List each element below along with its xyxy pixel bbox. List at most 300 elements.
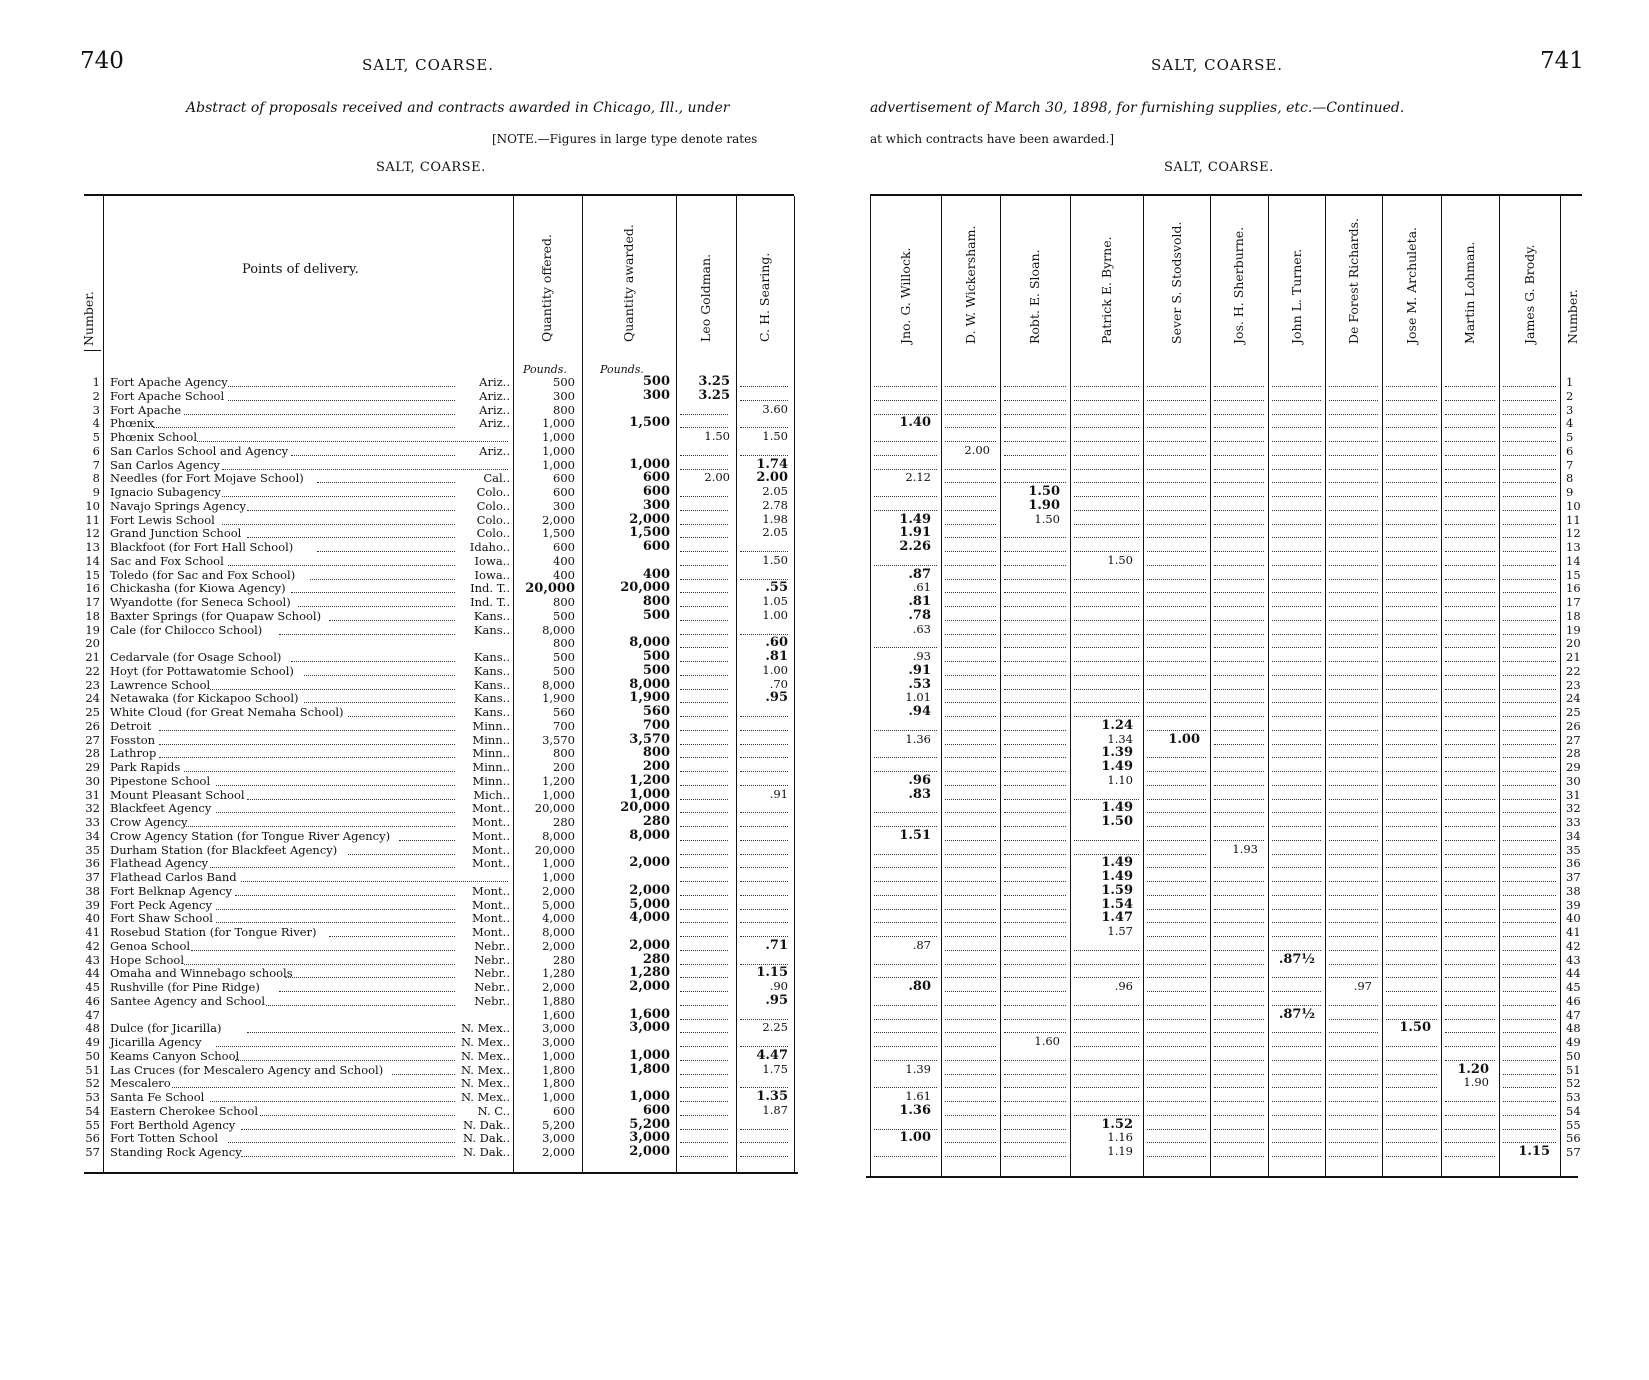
quantity-awarded: 20,000 <box>620 800 670 816</box>
empty-dots <box>1503 1005 1556 1006</box>
point-of-delivery: Jicarilla Agency <box>110 1035 202 1049</box>
bid-value: .87½ <box>1278 1006 1315 1022</box>
empty-dots <box>1386 565 1437 566</box>
bid-ch-searing: .71 <box>765 937 788 953</box>
empty-dots <box>1214 716 1264 717</box>
empty-dots <box>1272 620 1321 621</box>
row-number-right: 12 <box>1566 526 1581 541</box>
bid-value: 1.91 <box>899 525 931 541</box>
empty-dots <box>1272 991 1321 992</box>
empty-dots <box>1272 840 1321 841</box>
state: Kans.. <box>473 691 510 706</box>
state: N. Mex.. <box>460 1062 510 1077</box>
section-title-right: SALT, COARSE. <box>1164 160 1274 175</box>
point-of-delivery: Navajo Springs Agency <box>110 498 246 513</box>
row-number-right: 44 <box>1566 966 1581 981</box>
empty-dots <box>1445 716 1495 717</box>
empty-dots <box>1147 1005 1206 1006</box>
row-number: 24 <box>85 691 100 706</box>
leader-dots <box>285 977 455 978</box>
bid-value: 1.61 <box>905 1089 931 1103</box>
bid-value: 1.57 <box>1107 924 1133 938</box>
empty-dots <box>1445 689 1495 690</box>
empty-dots <box>1329 647 1378 648</box>
empty-dots <box>680 1087 728 1088</box>
empty-dots <box>1004 840 1066 841</box>
empty-dots <box>945 1032 996 1033</box>
empty-dots <box>1147 799 1206 800</box>
empty-dots <box>1004 675 1066 676</box>
empty-dots <box>740 1142 788 1143</box>
state: Ariz.. <box>479 402 510 417</box>
empty-dots <box>680 964 728 965</box>
empty-dots <box>1272 826 1321 827</box>
empty-dots <box>1214 881 1264 882</box>
row-number: 56 <box>85 1131 100 1146</box>
empty-dots <box>1445 1142 1495 1143</box>
empty-dots <box>945 661 996 662</box>
quantity-awarded: 280 <box>642 951 670 967</box>
bid-value: 1.49 <box>1101 759 1133 774</box>
bid-ch-searing: 2.05 <box>762 525 788 540</box>
point-of-delivery: Rushville (for Pine Ridge) <box>110 980 260 994</box>
point-of-delivery: Cedarvale (for Osage School) <box>110 650 282 664</box>
empty-dots <box>1329 881 1378 882</box>
empty-dots <box>874 647 937 648</box>
empty-dots <box>740 1156 788 1157</box>
empty-dots <box>1074 1019 1139 1020</box>
point-of-delivery: Detroit <box>110 718 152 733</box>
empty-dots <box>1386 606 1437 607</box>
bid-value: 2.00 <box>964 442 990 457</box>
note-right: at which contracts have been awarded.] <box>870 132 1115 146</box>
empty-dots <box>1004 689 1066 690</box>
empty-dots <box>1214 771 1264 772</box>
state: Mont.. <box>471 925 510 939</box>
row-number-right: 35 <box>1566 842 1581 857</box>
empty-dots <box>1386 950 1437 951</box>
quantity-offered: 2,000 <box>542 938 575 953</box>
empty-dots <box>680 1101 728 1102</box>
empty-dots <box>1503 799 1556 800</box>
row-number: 46 <box>85 993 100 1008</box>
empty-dots <box>680 854 728 855</box>
title-left: Abstract of proposals received and contracts awarded in Chicago, Ill., under <box>186 100 730 116</box>
empty-dots <box>874 936 937 937</box>
state: Ariz.. <box>479 375 510 389</box>
state: Ind. T.. <box>470 595 510 609</box>
empty-dots <box>1386 730 1437 731</box>
empty-dots <box>1272 606 1321 607</box>
point-of-delivery: Mount Pleasant School <box>110 787 245 802</box>
leader-dots <box>228 386 455 387</box>
point-of-delivery: Phœnix School <box>110 430 197 444</box>
leader-dots <box>222 469 508 470</box>
empty-dots <box>1386 757 1437 758</box>
header-quantity-awarded: Quantity awarded. <box>621 224 636 342</box>
empty-dots <box>1503 909 1556 910</box>
leader-dots <box>279 991 455 992</box>
empty-dots <box>1386 496 1437 497</box>
quantity-offered: 8,000 <box>542 828 575 843</box>
header-points-of-delivery: Points of delivery. <box>242 262 359 277</box>
empty-dots <box>1445 675 1495 676</box>
empty-dots <box>1147 1074 1206 1075</box>
row-number: 17 <box>85 595 100 609</box>
empty-dots <box>1445 496 1495 497</box>
empty-dots <box>1074 964 1139 965</box>
empty-dots <box>1386 661 1437 662</box>
leader-dots <box>216 922 455 923</box>
quantity-awarded: 500 <box>642 374 670 389</box>
row-number: 53 <box>85 1090 100 1104</box>
empty-dots <box>874 895 937 896</box>
quantity-awarded: 300 <box>642 497 670 513</box>
row-number-right: 28 <box>1566 746 1581 761</box>
empty-dots <box>1386 579 1437 580</box>
empty-dots <box>1004 730 1066 731</box>
empty-dots <box>1386 881 1437 882</box>
empty-dots <box>1386 1101 1437 1102</box>
state: Minn.. <box>472 760 510 774</box>
quantity-awarded: 8,000 <box>629 827 670 843</box>
empty-dots <box>1074 606 1139 607</box>
empty-dots <box>1329 1046 1378 1047</box>
empty-dots <box>1386 400 1437 401</box>
empty-dots <box>1214 469 1264 470</box>
empty-dots <box>1445 634 1495 635</box>
empty-dots <box>1214 620 1264 621</box>
empty-dots <box>1329 579 1378 580</box>
empty-dots <box>874 496 937 497</box>
empty-dots <box>1503 634 1556 635</box>
point-of-delivery: Toledo (for Sac and Fox School) <box>110 567 296 582</box>
empty-dots <box>1329 496 1378 497</box>
row-number: 10 <box>85 498 100 513</box>
bid-value: 1.47 <box>1101 910 1133 926</box>
empty-dots <box>1214 1142 1264 1143</box>
empty-dots <box>1503 386 1556 387</box>
state: N. Mex.. <box>460 1021 510 1036</box>
row-number: 39 <box>85 897 100 912</box>
empty-dots <box>874 826 937 827</box>
empty-dots <box>1503 881 1556 882</box>
quantity-awarded: 500 <box>642 662 670 678</box>
empty-dots <box>1329 400 1378 401</box>
empty-dots <box>1503 812 1556 813</box>
row-number: 38 <box>85 883 100 898</box>
empty-dots <box>1445 702 1495 703</box>
empty-dots <box>1214 496 1264 497</box>
point-of-delivery: Flathead Carlos Band <box>110 870 237 884</box>
empty-dots <box>1214 606 1264 607</box>
quantity-offered: 700 <box>553 718 575 733</box>
empty-dots <box>874 1019 937 1020</box>
empty-dots <box>945 441 996 442</box>
empty-dots <box>1386 716 1437 717</box>
row-number: 16 <box>85 581 100 596</box>
empty-dots <box>1503 895 1556 896</box>
empty-dots <box>945 606 996 607</box>
row-number-right: 41 <box>1566 925 1581 939</box>
empty-dots <box>945 1060 996 1061</box>
point-of-delivery: Hope School <box>110 952 185 967</box>
empty-dots <box>1004 1087 1066 1088</box>
quantity-awarded: 1,900 <box>629 690 670 706</box>
state: Mont.. <box>471 842 510 857</box>
column-rule <box>1560 196 1561 1176</box>
quantity-offered: 1,000 <box>542 787 575 802</box>
empty-dots <box>945 689 996 690</box>
empty-dots <box>1386 414 1437 415</box>
empty-dots <box>1272 922 1321 923</box>
point-of-delivery: Fort Peck Agency <box>110 897 212 912</box>
empty-dots <box>1329 1115 1378 1116</box>
empty-dots <box>1214 661 1264 662</box>
empty-dots <box>1147 469 1206 470</box>
row-number-right: 7 <box>1566 457 1574 472</box>
table-bottom-rule <box>84 1172 798 1174</box>
bid-value: .91 <box>908 662 931 678</box>
bid-value: 1.01 <box>905 690 931 705</box>
row-number-right: 31 <box>1566 787 1581 802</box>
empty-dots <box>1074 1046 1139 1047</box>
empty-dots <box>1503 716 1556 717</box>
empty-dots <box>680 991 728 992</box>
point-of-delivery: Standing Rock Agency <box>110 1145 242 1159</box>
state: Nebr.. <box>474 980 510 994</box>
empty-dots <box>1503 1115 1556 1116</box>
empty-dots <box>1329 592 1378 593</box>
empty-dots <box>1329 744 1378 745</box>
empty-dots <box>1329 414 1378 415</box>
empty-dots <box>1386 744 1437 745</box>
row-number: 31 <box>85 787 100 802</box>
empty-dots <box>1147 537 1206 538</box>
leader-dots <box>298 606 455 607</box>
empty-dots <box>680 524 728 525</box>
empty-dots <box>740 936 788 937</box>
point-of-delivery: Lawrence School <box>110 677 211 692</box>
empty-dots <box>1503 1019 1556 1020</box>
bid-value: .53 <box>908 676 931 692</box>
empty-dots <box>740 551 788 552</box>
quantity-offered: 1,600 <box>542 1007 575 1022</box>
empty-dots <box>1214 977 1264 978</box>
row-number-right: 2 <box>1566 388 1574 403</box>
empty-dots <box>1004 950 1066 951</box>
header-bidder: Jos. H. Sherburne. <box>1231 226 1246 344</box>
row-number-right: 23 <box>1566 677 1581 692</box>
empty-dots <box>1004 881 1066 882</box>
row-number: 19 <box>85 622 100 637</box>
empty-dots <box>1329 730 1378 731</box>
row-number-right: 47 <box>1566 1007 1581 1022</box>
point-of-delivery: Phœnix <box>110 416 155 431</box>
empty-dots <box>874 510 937 511</box>
empty-dots <box>1503 689 1556 690</box>
bid-value: .63 <box>912 621 931 636</box>
row-number-right: 39 <box>1566 897 1581 912</box>
leader-dots <box>348 854 455 855</box>
empty-dots <box>1004 785 1066 786</box>
empty-dots <box>680 634 728 635</box>
quantity-offered: 1,000 <box>542 430 575 444</box>
quantity-offered: 5,200 <box>542 1117 575 1132</box>
empty-dots <box>1214 482 1264 483</box>
point-of-delivery: Pipestone School <box>110 773 211 788</box>
bid-value: 1.54 <box>1101 896 1133 912</box>
empty-dots <box>1445 1115 1495 1116</box>
point-of-delivery: Fosston <box>110 732 156 747</box>
empty-dots <box>1329 785 1378 786</box>
empty-dots <box>1386 895 1437 896</box>
empty-dots <box>1147 496 1206 497</box>
empty-dots <box>1329 482 1378 483</box>
empty-dots <box>1147 826 1206 827</box>
empty-dots <box>1214 1019 1264 1020</box>
empty-dots <box>874 881 937 882</box>
bid-value: .83 <box>908 786 931 802</box>
row-number-right: 13 <box>1566 540 1581 554</box>
point-of-delivery: Lathrop <box>110 746 157 761</box>
point-of-delivery: White Cloud (for Great Nemaha School) <box>110 705 344 719</box>
quantity-offered: 300 <box>553 498 575 513</box>
empty-dots <box>1147 730 1206 731</box>
empty-dots <box>1147 716 1206 717</box>
empty-dots <box>1445 537 1495 538</box>
column-rule <box>1325 196 1326 1176</box>
row-number: 13 <box>85 540 100 554</box>
empty-dots <box>874 400 937 401</box>
row-number: 29 <box>85 760 100 774</box>
bid-ch-searing: 1.05 <box>762 594 788 608</box>
empty-dots <box>1004 565 1066 566</box>
empty-dots <box>1386 812 1437 813</box>
state: N. Dak.. <box>463 1145 510 1159</box>
empty-dots <box>1386 455 1437 456</box>
point-of-delivery: Fort Apache Agency <box>110 375 228 389</box>
header-leo-goldman: Leo Goldman. <box>698 253 713 342</box>
empty-dots <box>874 1032 937 1033</box>
empty-dots <box>1272 1156 1321 1157</box>
state: Nebr.. <box>474 966 510 981</box>
empty-dots <box>1445 1156 1495 1157</box>
state: Mont.. <box>471 815 510 829</box>
quantity-awarded: 400 <box>642 566 670 582</box>
empty-dots <box>1147 592 1206 593</box>
empty-dots <box>680 702 728 703</box>
bid-value: 1.50 <box>1034 511 1060 526</box>
row-number: 48 <box>85 1021 100 1036</box>
header-bidder: Jno. G. Willock. <box>897 247 913 344</box>
point-of-delivery: Dulce (for Jicarilla) <box>110 1021 222 1036</box>
empty-dots <box>1004 620 1066 621</box>
empty-dots <box>1503 537 1556 538</box>
leader-dots <box>241 1156 455 1157</box>
empty-dots <box>1329 441 1378 442</box>
empty-dots <box>1503 1046 1556 1047</box>
empty-dots <box>1147 840 1206 841</box>
row-number-right: 15 <box>1566 567 1581 582</box>
empty-dots <box>1147 1087 1206 1088</box>
empty-dots <box>1503 551 1556 552</box>
state: N. Dak.. <box>463 1131 510 1146</box>
empty-dots <box>1214 757 1264 758</box>
quantity-awarded: 8,000 <box>629 676 670 692</box>
empty-dots <box>1445 524 1495 525</box>
quantity-offered: 400 <box>553 567 575 582</box>
empty-dots <box>740 455 788 456</box>
quantity-awarded: 1,200 <box>629 772 670 788</box>
empty-dots <box>680 496 728 497</box>
quantity-offered: 800 <box>553 402 575 417</box>
bid-value: 2.12 <box>905 470 931 485</box>
empty-dots <box>680 895 728 896</box>
state: Ind. T.. <box>470 581 510 596</box>
point-of-delivery: Baxter Springs (for Quapaw School) <box>110 608 322 623</box>
empty-dots <box>1214 922 1264 923</box>
header-bidder: Martin Lohman. <box>1462 241 1477 344</box>
quantity-awarded: 600 <box>642 484 670 499</box>
quantity-offered: 3,000 <box>542 1035 575 1049</box>
empty-dots <box>1329 1060 1378 1061</box>
empty-dots <box>874 730 937 731</box>
empty-dots <box>1147 1115 1206 1116</box>
empty-dots <box>1214 909 1264 910</box>
leader-dots <box>279 634 455 635</box>
empty-dots <box>1329 757 1378 758</box>
empty-dots <box>1074 537 1139 538</box>
quantity-offered: 400 <box>553 553 575 568</box>
row-number: 8 <box>92 471 100 486</box>
column-rule <box>1000 196 1001 1176</box>
empty-dots <box>1004 1142 1066 1143</box>
running-head-left: SALT, COARSE. <box>362 56 495 74</box>
empty-dots <box>1147 881 1206 882</box>
empty-dots <box>1329 455 1378 456</box>
empty-dots <box>1445 441 1495 442</box>
table-top-rule <box>84 194 794 196</box>
empty-dots <box>1503 469 1556 470</box>
empty-dots <box>680 414 728 415</box>
empty-dots <box>680 1046 728 1047</box>
empty-dots <box>680 730 728 731</box>
empty-dots <box>1445 565 1495 566</box>
empty-dots <box>1386 702 1437 703</box>
empty-dots <box>1272 1032 1321 1033</box>
empty-dots <box>1386 386 1437 387</box>
row-number-right: 24 <box>1566 691 1581 706</box>
running-head-right: SALT, COARSE. <box>1151 56 1284 74</box>
row-number-right: 55 <box>1566 1117 1581 1132</box>
quantity-offered: 20,000 <box>534 842 575 857</box>
row-number: 23 <box>85 677 100 692</box>
empty-dots <box>680 826 728 827</box>
bid-value: 1.19 <box>1107 1144 1133 1158</box>
empty-dots <box>1214 1060 1264 1061</box>
empty-dots <box>945 1142 996 1143</box>
row-number: 26 <box>85 718 100 733</box>
empty-dots <box>740 1046 788 1047</box>
empty-dots <box>740 716 788 717</box>
row-number: 9 <box>92 485 100 499</box>
empty-dots <box>1329 895 1378 896</box>
state: Minn.. <box>472 732 510 747</box>
empty-dots <box>1329 1005 1378 1006</box>
empty-dots <box>1074 592 1139 593</box>
bid-value: 1.34 <box>1107 731 1133 746</box>
